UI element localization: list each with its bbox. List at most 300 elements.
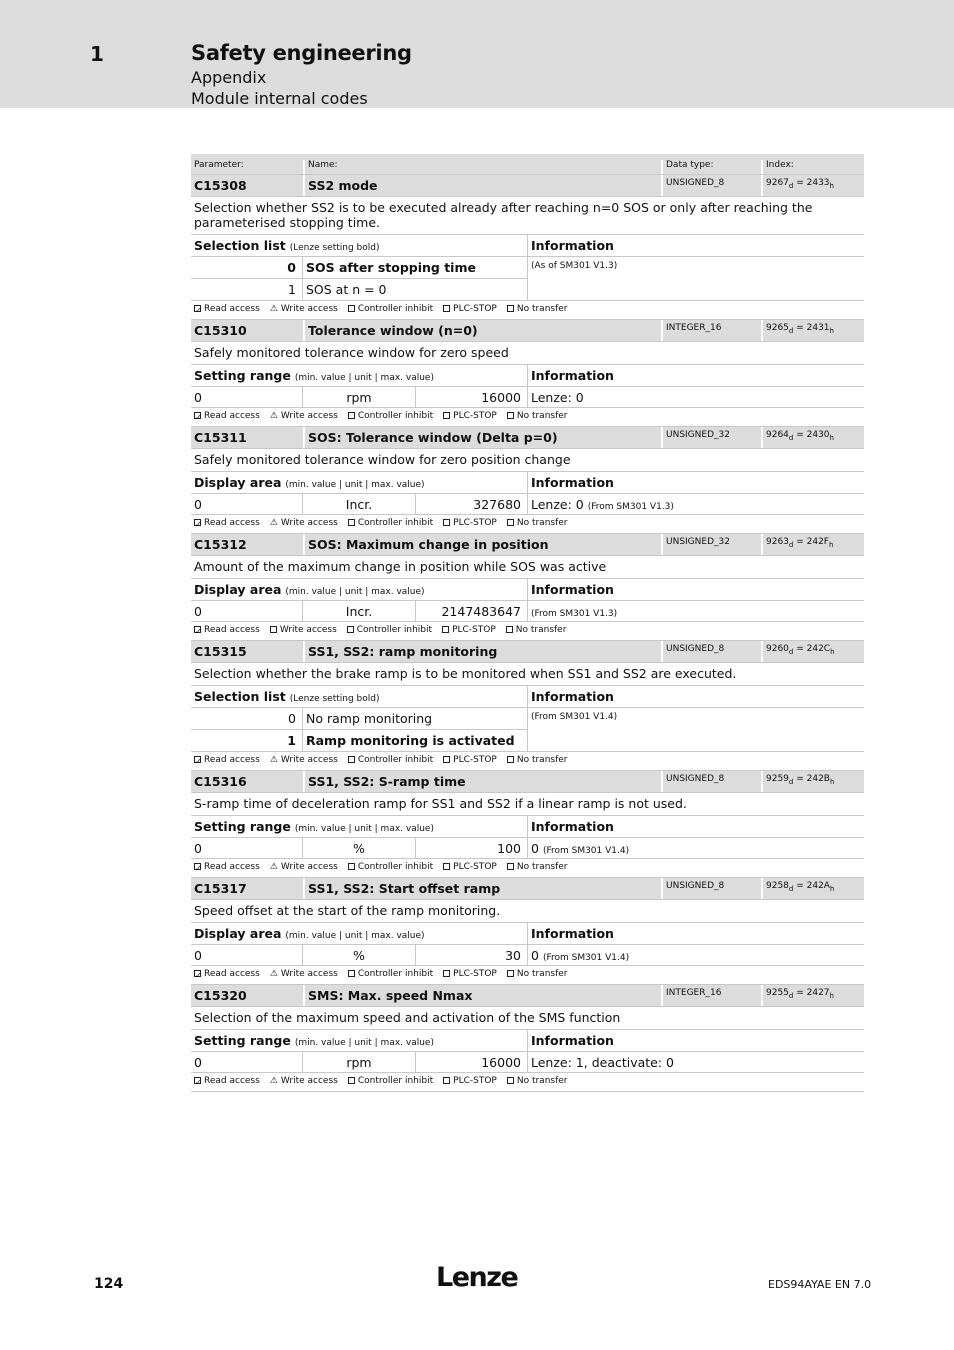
controller-inhibit-label: Controller inhibit — [357, 411, 434, 421]
range-info-main: Lenze: 0 — [531, 497, 584, 512]
section-note: (min. value | unit | max. value) — [294, 373, 434, 383]
controller-inhibit — [348, 515, 433, 533]
read-access-label: Read access — [204, 969, 260, 979]
controller-inhibit — [348, 408, 433, 426]
information-label — [528, 472, 864, 493]
selection-label: Ramp monitoring is activated — [306, 733, 515, 748]
index-decimal: 9260 — [766, 644, 789, 654]
parameter-index: $9255_d = 2427_h$ — [761, 985, 864, 1006]
no-transfer — [507, 859, 568, 877]
selection-label: No ramp monitoring — [306, 711, 433, 726]
selection-value: 0 — [191, 708, 303, 729]
parameter-index: $9258_d = 242A_h$ — [761, 878, 864, 899]
range-unit: rpm — [303, 1052, 416, 1072]
index-hex-suffix: h — [829, 181, 834, 190]
selection-value: 1 — [191, 730, 303, 751]
index-decimal: 9259 — [766, 774, 789, 784]
parameter-code: C15315 — [194, 644, 247, 659]
access-flags — [191, 408, 864, 427]
range-row — [191, 494, 864, 515]
index-decimal: 9263 — [766, 537, 789, 547]
write-access — [270, 301, 338, 319]
index-hex: 2427 — [806, 988, 830, 998]
checked-box-icon — [194, 1077, 201, 1084]
section-note: (min. value | unit | max. value) — [285, 587, 425, 597]
plc-stop-label: PLC-STOP — [453, 518, 497, 528]
write-access-label: Write access — [280, 755, 338, 765]
information-title: Information — [531, 582, 614, 597]
controller-inhibit — [348, 1073, 433, 1091]
empty-box-icon — [348, 412, 355, 419]
parameter-row — [191, 985, 864, 1007]
no-transfer — [507, 752, 568, 770]
parameter-description: Safely monitored tolerance window for zero speed — [191, 342, 864, 365]
parameter-table — [191, 154, 864, 1092]
information-title: Information — [531, 475, 614, 490]
read-access-label: Read access — [204, 518, 260, 528]
information-title: Information — [531, 368, 614, 383]
parameter-list — [191, 175, 864, 1092]
warning-triangle-icon: ⚠ — [269, 755, 278, 765]
information-label — [528, 579, 864, 600]
section-header — [191, 923, 864, 945]
empty-box-icon — [348, 519, 355, 526]
empty-box-icon — [348, 863, 355, 870]
write-access-label: Write access — [280, 411, 338, 421]
index-hex-suffix: h — [829, 777, 835, 786]
index-hex-suffix: h — [829, 991, 834, 1000]
index-hex: 242C — [806, 644, 831, 654]
information-title: Information — [531, 819, 614, 834]
parameter-index: $9264_d = 2430_h$ — [761, 427, 864, 448]
page-title: Safety engineering — [191, 41, 412, 65]
section-note: (min. value | unit | max. value) — [285, 480, 425, 490]
selection-info: (As of SM301 V1.3) — [531, 261, 618, 271]
index-hex: 242B — [806, 774, 830, 784]
section-note: (Lenze setting bold) — [289, 243, 380, 253]
header-index: Index: — [761, 160, 864, 174]
range-unit: rpm — [303, 387, 416, 407]
controller-inhibit — [348, 752, 433, 770]
index-decimal-suffix: d — [788, 647, 794, 656]
no-transfer-label: No transfer — [516, 518, 568, 528]
plc-stop-label: PLC-STOP — [452, 625, 496, 635]
read-access-label: Read access — [204, 411, 260, 421]
read-access-label: Read access — [204, 625, 260, 635]
no-transfer-label: No transfer — [516, 755, 568, 765]
index-decimal: 9267 — [766, 178, 789, 188]
checked-box-icon — [194, 756, 201, 763]
information-label — [528, 816, 864, 837]
access-flags — [191, 1073, 864, 1092]
selection-grid — [191, 257, 864, 301]
parameter-description: Selection whether the brake ramp is to be monitored when SS1 and SS2 are executed. — [191, 663, 864, 686]
section-title: Selection list — [194, 689, 286, 704]
warning-triangle-icon: ⚠ — [269, 969, 278, 979]
range-min: 0 — [191, 945, 303, 965]
selection-value: 1 — [191, 279, 303, 300]
header-parameter: Parameter: — [194, 160, 244, 170]
range-unit: % — [303, 838, 416, 858]
parameter-row — [191, 534, 864, 556]
selection-item — [191, 257, 527, 278]
access-flags — [191, 752, 864, 771]
parameter-row — [191, 320, 864, 342]
selection-label: SOS after stopping time — [306, 260, 476, 275]
no-transfer — [507, 515, 568, 533]
checked-box-icon — [194, 970, 201, 977]
section-label — [191, 472, 528, 493]
no-transfer — [507, 1073, 568, 1091]
range-info-note: (From SM301 V1.3) — [587, 502, 674, 512]
range-unit: % — [303, 945, 416, 965]
information-label — [528, 365, 864, 386]
parameter-row — [191, 641, 864, 663]
selection-item — [191, 729, 527, 751]
write-access — [270, 1073, 338, 1091]
controller-inhibit — [348, 966, 433, 984]
empty-box-icon — [348, 1077, 355, 1084]
index-hex-suffix: h — [828, 540, 834, 549]
plc-stop — [443, 859, 497, 877]
index-decimal: 9265 — [766, 323, 789, 333]
index-decimal: 9255 — [766, 988, 789, 998]
parameter-block — [191, 985, 864, 1092]
parameter-data-type: UNSIGNED_8 — [661, 878, 761, 899]
selection-label: SOS at n = 0 — [306, 282, 387, 297]
section-header — [191, 686, 864, 708]
access-flags — [191, 515, 864, 534]
range-row — [191, 601, 864, 622]
plc-stop — [443, 966, 497, 984]
parameter-row — [191, 175, 864, 197]
index-decimal: 9264 — [766, 430, 789, 440]
empty-box-icon — [348, 756, 355, 763]
read-access — [194, 752, 260, 770]
range-info — [528, 387, 864, 407]
subtitle-appendix: Appendix — [191, 68, 267, 87]
section-label — [191, 686, 528, 707]
controller-inhibit — [348, 859, 433, 877]
section-note: (Lenze setting bold) — [289, 694, 380, 704]
index-decimal-suffix: d — [788, 884, 794, 893]
index-hex: 2431 — [806, 323, 830, 333]
section-title: Display area — [194, 926, 282, 941]
parameter-description: Amount of the maximum change in position while SOS was active — [191, 556, 864, 579]
warning-triangle-icon: ⚠ — [269, 411, 278, 421]
section-label — [191, 365, 528, 386]
read-access-label: Read access — [204, 304, 260, 314]
section-header — [191, 816, 864, 838]
section-label — [191, 1030, 528, 1051]
checked-box-icon — [194, 863, 201, 870]
controller-inhibit-label: Controller inhibit — [357, 1076, 434, 1086]
parameter-name: SOS: Tolerance window (Delta p=0) — [303, 427, 661, 448]
parameter-name: Tolerance window (n=0) — [303, 320, 661, 341]
parameter-block — [191, 771, 864, 878]
plc-stop-label: PLC-STOP — [453, 411, 497, 421]
read-access — [194, 622, 260, 640]
controller-inhibit-label: Controller inhibit — [357, 755, 434, 765]
write-access-label: Write access — [280, 862, 338, 872]
parameter-name: SOS: Maximum change in position — [303, 534, 661, 555]
access-flags — [191, 622, 864, 641]
parameter-data-type: INTEGER_16 — [661, 985, 761, 1006]
information-label — [528, 686, 864, 707]
parameter-name: SS1, SS2: Start offset ramp — [303, 878, 661, 899]
read-access — [194, 515, 260, 533]
index-decimal-suffix: d — [788, 433, 794, 442]
controller-inhibit-label: Controller inhibit — [357, 969, 434, 979]
plc-stop-label: PLC-STOP — [453, 755, 497, 765]
read-access-label: Read access — [204, 862, 260, 872]
range-max: 100 — [416, 838, 528, 858]
table-header-row — [191, 154, 864, 175]
section-label — [191, 579, 528, 600]
parameter-code: C15312 — [194, 537, 247, 552]
write-access-label: Write access — [279, 625, 337, 635]
access-flags — [191, 966, 864, 985]
range-row — [191, 1052, 864, 1073]
section-note: (min. value | unit | max. value) — [294, 824, 434, 834]
checked-box-icon — [194, 519, 201, 526]
range-info — [528, 945, 864, 965]
parameter-description: Safely monitored tolerance window for zero position change — [191, 449, 864, 472]
range-info-note: (From SM301 V1.4) — [542, 846, 630, 856]
controller-inhibit-label: Controller inhibit — [357, 518, 434, 528]
parameter-name: SS2 mode — [303, 175, 661, 196]
empty-box-icon — [507, 305, 514, 312]
read-access — [194, 1073, 260, 1091]
parameter-name: SS1, SS2: S-ramp time — [303, 771, 661, 792]
warning-triangle-icon: ⚠ — [269, 304, 278, 314]
parameter-data-type: UNSIGNED_8 — [661, 771, 761, 792]
write-access — [270, 752, 338, 770]
section-header — [191, 235, 864, 257]
range-info-note: (From SM301 V1.4) — [542, 953, 630, 963]
read-access — [194, 301, 260, 319]
read-access — [194, 408, 260, 426]
plc-stop — [443, 1073, 497, 1091]
no-transfer — [507, 966, 568, 984]
information-label — [528, 1030, 864, 1051]
header-data-type: Data type: — [661, 160, 761, 174]
parameter-block — [191, 878, 864, 985]
index-hex-suffix: h — [829, 326, 834, 335]
range-min: 0 — [191, 494, 303, 514]
range-min: 0 — [191, 387, 303, 407]
selection-item — [191, 278, 527, 300]
write-access-label: Write access — [280, 304, 338, 314]
plc-stop — [443, 408, 497, 426]
information-label — [528, 235, 864, 256]
parameter-code: C15308 — [194, 178, 247, 193]
parameter-index: $9259_d = 242B_h$ — [761, 771, 864, 792]
index-hex-suffix: h — [829, 884, 835, 893]
index-decimal: 9258 — [766, 881, 789, 891]
index-hex-suffix: h — [829, 433, 834, 442]
selection-value: 0 — [191, 257, 303, 278]
section-header — [191, 365, 864, 387]
plc-stop-label: PLC-STOP — [453, 304, 497, 314]
parameter-code: C15311 — [194, 430, 247, 445]
plc-stop — [442, 622, 496, 640]
parameter-data-type: UNSIGNED_8 — [661, 175, 761, 196]
information-label — [528, 923, 864, 944]
header-band — [0, 0, 954, 108]
controller-inhibit-label: Controller inhibit — [357, 862, 434, 872]
empty-box-icon — [443, 863, 450, 870]
information-title: Information — [531, 689, 614, 704]
empty-box-icon — [507, 1077, 514, 1084]
index-decimal-suffix: d — [788, 181, 794, 190]
index-hex: 242A — [806, 881, 830, 891]
index-decimal-suffix: d — [788, 540, 794, 549]
controller-inhibit-label: Controller inhibit — [356, 625, 433, 635]
index-hex: 242F — [806, 537, 829, 547]
parameter-index: $9267_d = 2433_h$ — [761, 175, 864, 196]
parameter-row — [191, 427, 864, 449]
section-header — [191, 579, 864, 601]
empty-box-icon — [443, 412, 450, 419]
write-access — [270, 515, 338, 533]
page-number: 124 — [94, 1276, 124, 1292]
no-transfer-label: No transfer — [516, 411, 568, 421]
section-note: (min. value | unit | max. value) — [285, 931, 425, 941]
parameter-index: $9265_d = 2431_h$ — [761, 320, 864, 341]
range-info-main: Lenze: 1, deactivate: 0 — [531, 1055, 675, 1070]
parameter-code: C15320 — [194, 988, 247, 1003]
index-hex: 2430 — [806, 430, 830, 440]
no-transfer-label: No transfer — [516, 862, 568, 872]
parameter-description: Selection whether SS2 is to be executed already after reaching n=0 SOS or only after reaching the parameterised stopping time. — [191, 197, 864, 235]
range-max: 327680 — [416, 494, 528, 514]
parameter-index: $9263_d = 242F_h$ — [761, 534, 864, 555]
empty-box-icon — [443, 756, 450, 763]
subtitle-section: Module internal codes — [191, 89, 368, 108]
access-flags — [191, 301, 864, 320]
no-transfer-label: No transfer — [516, 1076, 568, 1086]
empty-box-icon — [443, 1077, 450, 1084]
parameter-row — [191, 771, 864, 793]
section-header — [191, 1030, 864, 1052]
section-title: Setting range — [194, 368, 291, 383]
index-decimal-suffix: d — [788, 326, 794, 335]
parameter-row — [191, 878, 864, 900]
range-max: 16000 — [416, 1052, 528, 1072]
plc-stop — [443, 515, 497, 533]
selection-items — [191, 708, 528, 751]
range-info-main: 0 — [531, 948, 539, 963]
controller-inhibit — [347, 622, 432, 640]
parameter-data-type: UNSIGNED_8 — [661, 641, 761, 662]
range-info — [528, 1052, 864, 1072]
lenze-logo: Lenze — [436, 1262, 518, 1293]
section-label — [191, 816, 528, 837]
section-title: Setting range — [194, 1033, 291, 1048]
range-info — [528, 494, 864, 514]
empty-box-icon — [507, 970, 514, 977]
index-decimal-suffix: d — [788, 777, 794, 786]
warning-triangle-icon: ⚠ — [269, 1076, 278, 1086]
range-row — [191, 945, 864, 966]
read-access-label: Read access — [204, 1076, 260, 1086]
range-max: 30 — [416, 945, 528, 965]
section-label — [191, 923, 528, 944]
range-info — [528, 601, 864, 621]
selection-item — [191, 708, 527, 729]
read-access — [194, 966, 260, 984]
parameter-name: SS1, SS2: ramp monitoring — [303, 641, 661, 662]
parameter-description: S-ramp time of deceleration ramp for SS1 and SS2 if a linear ramp is not used. — [191, 793, 864, 816]
empty-box-icon — [507, 412, 514, 419]
index-hex: 2433 — [806, 178, 830, 188]
parameter-data-type: INTEGER_16 — [661, 320, 761, 341]
header-name: Name: — [303, 160, 661, 174]
empty-box-icon — [347, 626, 354, 633]
parameter-description: Selection of the maximum speed and activation of the SMS function — [191, 1007, 864, 1030]
no-transfer — [507, 301, 568, 319]
read-access — [194, 859, 260, 877]
chapter-number: 1 — [90, 42, 104, 66]
read-access-label: Read access — [204, 755, 260, 765]
parameter-code: C15310 — [194, 323, 247, 338]
empty-box-icon — [507, 863, 514, 870]
section-title: Setting range — [194, 819, 291, 834]
empty-box-icon — [443, 970, 450, 977]
document-id: EDS94AYAE EN 7.0 — [768, 1278, 872, 1291]
plc-stop-label: PLC-STOP — [453, 1076, 497, 1086]
no-transfer-label: No transfer — [515, 625, 567, 635]
checked-box-icon — [194, 412, 201, 419]
range-info-main: Lenze: 0 — [531, 390, 584, 405]
range-max: 16000 — [416, 387, 528, 407]
range-max: 2147483647 — [416, 601, 528, 621]
plc-stop — [443, 301, 497, 319]
section-note: (min. value | unit | max. value) — [294, 1038, 434, 1048]
checked-box-icon — [194, 626, 201, 633]
warning-triangle-icon: ⚠ — [269, 518, 278, 528]
parameter-block — [191, 534, 864, 641]
empty-box-icon — [443, 519, 450, 526]
parameter-code: C15316 — [194, 774, 247, 789]
parameter-index: $9260_d = 242C_h$ — [761, 641, 864, 662]
write-access — [270, 966, 338, 984]
write-access — [270, 408, 338, 426]
no-transfer-label: No transfer — [516, 304, 568, 314]
section-label — [191, 235, 528, 256]
write-access-label: Write access — [280, 1076, 338, 1086]
selection-items — [191, 257, 528, 300]
selection-grid — [191, 708, 864, 752]
warning-triangle-icon: ⚠ — [269, 862, 278, 872]
empty-box-icon — [348, 305, 355, 312]
parameter-description: Speed offset at the start of the ramp monitoring. — [191, 900, 864, 923]
range-info — [528, 838, 864, 858]
plc-stop-label: PLC-STOP — [453, 969, 497, 979]
range-min: 0 — [191, 838, 303, 858]
parameter-code: C15317 — [194, 881, 247, 896]
empty-box-icon — [506, 626, 513, 633]
information-title: Information — [531, 238, 614, 253]
range-unit: Incr. — [303, 494, 416, 514]
write-access-label: Write access — [280, 969, 338, 979]
parameter-name: SMS: Max. speed Nmax — [303, 985, 661, 1006]
selection-info: (From SM301 V1.4) — [531, 712, 618, 722]
empty-box-icon — [443, 305, 450, 312]
parameter-block — [191, 641, 864, 771]
access-flags — [191, 859, 864, 878]
